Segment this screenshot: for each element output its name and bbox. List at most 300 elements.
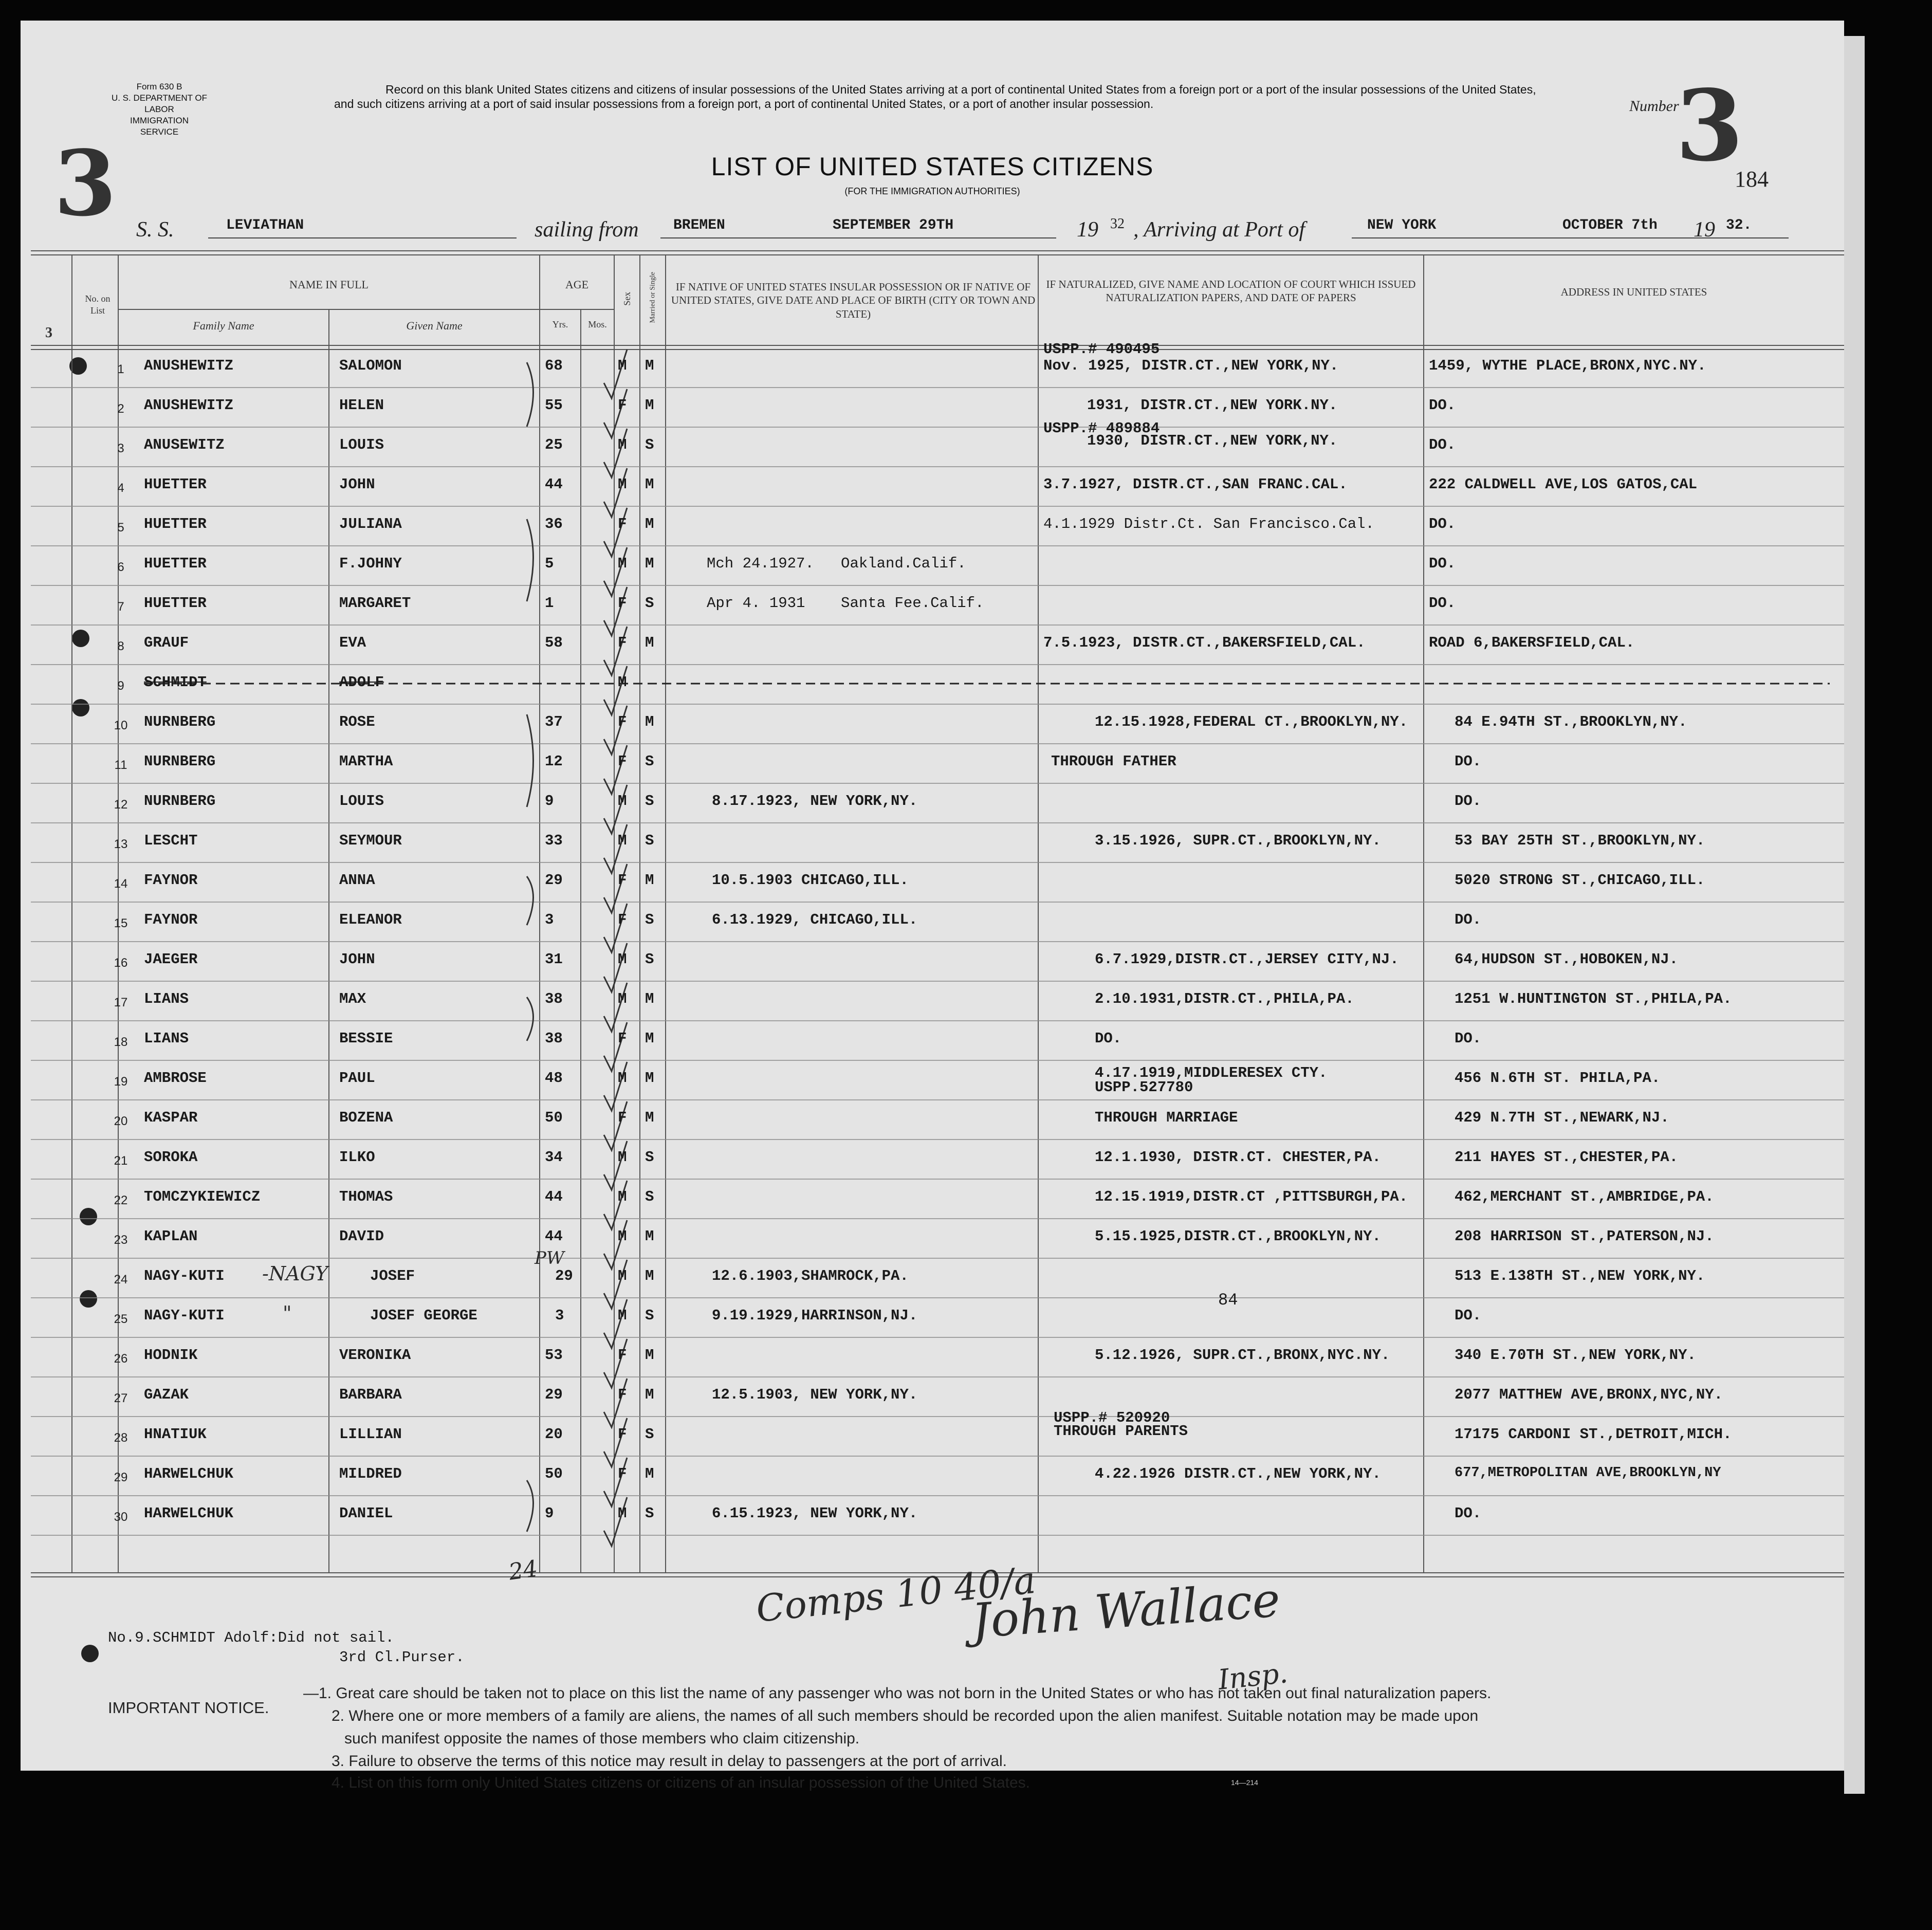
family-name: JAEGER [144, 951, 198, 968]
family-name: LESCHT [144, 832, 198, 849]
notice-item-2b: such manifest opposite the names of those members who claim citizenship. [344, 1730, 860, 1747]
row-number: 24 [114, 1273, 128, 1286]
family-name: KASPAR [144, 1109, 198, 1126]
ship-name: LEVIATHAN [226, 217, 304, 233]
sex: M [618, 1228, 627, 1245]
row-number: 10 [114, 719, 128, 732]
marital-status: S [645, 1307, 654, 1324]
sex: F [618, 1465, 627, 1482]
sex: M [618, 990, 627, 1007]
given-name: ADOLF [339, 674, 384, 691]
naturalization: 12.15.1928,FEDERAL CT.,BROOKLYN,NY. [1095, 713, 1408, 730]
year-prefix-from: 19 [1077, 218, 1098, 242]
marital-status: M [645, 1109, 654, 1126]
naturalization: 4.22.1926 DISTR.CT.,NEW YORK,NY. [1095, 1465, 1381, 1482]
family-name: NAGY-KUTI [144, 1307, 225, 1324]
given-name: MARGARET [339, 595, 411, 612]
address: 222 CALDWELL AVE,LOS GATOS,CAL [1429, 476, 1698, 493]
form-number: Form 630 B [136, 82, 182, 91]
sex: M [618, 832, 627, 849]
birth-date-place: 12.5.1903, NEW YORK,NY. [712, 1386, 918, 1403]
family-name: LIANS [144, 1030, 189, 1047]
table-row [21, 506, 1844, 546]
naturalization: DO. [1095, 1030, 1122, 1047]
address: 53 BAY 25TH ST.,BROOKLYN,NY. [1455, 832, 1705, 849]
naturalization: 7.5.1923, DISTR.CT.,BAKERSFIELD,CAL. [1043, 634, 1366, 651]
marital-status: S [645, 1505, 654, 1522]
table-row [21, 823, 1844, 862]
form-title: LIST OF UNITED STATES CITIZENS [711, 152, 1154, 181]
marital-status: M [645, 516, 654, 532]
table-row [21, 1248, 1844, 1298]
family-name: GAZAK [144, 1386, 189, 1403]
table-row [21, 902, 1844, 942]
family-name: GRAUF [144, 634, 189, 651]
address: DO. [1429, 397, 1456, 414]
sex: F [618, 911, 627, 928]
sex: M [618, 1307, 627, 1324]
header-married-single: Married or Single [649, 271, 657, 323]
table-row [21, 1456, 1844, 1496]
header-given-name: Given Name [406, 319, 463, 332]
tally-mark: 24 [507, 1555, 540, 1586]
sex: F [618, 713, 627, 730]
port-to: NEW YORK [1367, 217, 1437, 233]
sex: F [618, 753, 627, 770]
arriving-label: , Arriving at Port of [1133, 218, 1305, 242]
marital-status: S [645, 951, 654, 968]
marital-status: M [645, 1070, 654, 1087]
inspector-signature: John Wallace [970, 1572, 1282, 1649]
given-name: BOZENA [339, 1109, 393, 1126]
age-years: 38 [545, 990, 563, 1007]
address: 677,METROPOLITAN AVE,BROOKLYN,NY [1455, 1465, 1721, 1481]
family-name: HNATIUK [144, 1426, 207, 1443]
family-name: SCHMIDT [144, 674, 207, 691]
address: DO. [1455, 793, 1482, 810]
header-yrs: Yrs. [552, 319, 568, 329]
date-from: SEPTEMBER 29TH [833, 217, 954, 233]
header-address: ADDRESS IN UNITED STATES [1560, 286, 1707, 298]
number-label: Number [1629, 98, 1679, 115]
sex: F [618, 516, 627, 532]
marital-status: S [645, 1426, 654, 1443]
family-name: SOROKA [144, 1149, 198, 1166]
notice-item-1: —1. Great care should be taken not to place on this list the name of any passenger who was not born in the United States or who has not taken out final naturalization papers. [303, 1685, 1492, 1702]
notice-item-4: 4. List on this form only United States citizens or citizens of an insular possession of the United States. [332, 1774, 1031, 1791]
row-number: 29 [114, 1471, 128, 1484]
header-sex: Sex [621, 291, 632, 306]
row-number: 13 [114, 837, 128, 851]
age-years: 44 [545, 476, 563, 493]
given-name: ILKO [339, 1149, 375, 1166]
form-instructions: Record on this blank United States citizens and citizens of insular possessions of the United States arriving at a port of continental United States from a foreign port or a port of the insular possessions of the United States, and such citizens arriving at a port of said insular possessions from a foreign port, a port of continental United States, or a port of another insular possession. [334, 83, 1536, 111]
age-years: 33 [545, 832, 563, 849]
given-name: JOSEF GEORGE [370, 1307, 477, 1324]
age-years: 34 [545, 1149, 563, 1166]
row-number: 6 [117, 560, 124, 574]
sex: M [618, 951, 627, 968]
birth-date-place: 8.17.1923, NEW YORK,NY. [712, 793, 918, 810]
family-name: ANUSHEWITZ [144, 357, 234, 374]
given-name: VERONIKA [339, 1347, 411, 1364]
marital-status: M [645, 1228, 654, 1245]
marital-status: S [645, 436, 654, 453]
marital-status: S [645, 793, 654, 810]
naturalization: 6.7.1929,DISTR.CT.,JERSEY CITY,NJ. [1095, 951, 1399, 968]
row-number: 28 [114, 1431, 128, 1445]
table-row [21, 1219, 1844, 1258]
notice-item-2: 2. Where one or more members of a family are aliens, the names of all such members should be recorded upon the alien manifest. Suitable notation may be made upon [332, 1707, 1479, 1724]
sex: F [618, 1426, 627, 1443]
sex: M [618, 1070, 627, 1087]
age-years: 3 [545, 911, 554, 928]
age-years: 29 [545, 1386, 563, 1403]
sheet-edge [1844, 36, 1865, 1794]
given-name: ELEANOR [339, 911, 402, 928]
row-number: 18 [114, 1035, 128, 1049]
header-name-in-full: NAME IN FULL [289, 278, 369, 291]
table-row [21, 388, 1844, 427]
sex: F [618, 1386, 627, 1403]
family-name: FAYNOR [144, 872, 198, 889]
birth-date-place: 10.5.1903 CHICAGO,ILL. [712, 872, 909, 889]
row-number: 5 [117, 521, 124, 535]
sailing-from-label: sailing from [535, 218, 639, 242]
given-name: LILLIAN [339, 1426, 402, 1443]
row-number: 4 [117, 481, 124, 495]
age-years: 1 [545, 595, 554, 612]
marital-status: M [645, 1465, 654, 1482]
address: 211 HAYES ST.,CHESTER,PA. [1455, 1149, 1679, 1166]
passport-number: USPP.# 490495 [1043, 341, 1160, 358]
given-name: LOUIS [339, 793, 384, 810]
address: 1251 W.HUNTINGTON ST.,PHILA,PA. [1455, 990, 1732, 1007]
marital-status: M [645, 555, 654, 572]
age-years: 36 [545, 516, 563, 532]
given-name: SALOMON [339, 357, 402, 374]
address: DO. [1455, 753, 1482, 770]
age-years: 44 [545, 1228, 563, 1245]
marital-status: M [645, 634, 654, 651]
table-row [21, 783, 1844, 823]
naturalization: Nov. 1925, DISTR.CT.,NEW YORK,NY. [1043, 357, 1339, 374]
given-name: JOHN [339, 476, 375, 493]
handwritten-correction: -NAGY [262, 1262, 328, 1285]
family-name: HUETTER [144, 555, 207, 572]
marital-status: S [645, 1149, 654, 1166]
given-name: MARTHA [339, 753, 393, 770]
given-name: F.JOHNY [339, 555, 402, 572]
given-name: THOMAS [339, 1188, 393, 1205]
header-no-on-list: No. on List [85, 293, 111, 316]
pw-mark: PW [535, 1248, 564, 1269]
table-row [21, 744, 1844, 783]
row-number: 16 [114, 956, 128, 970]
sex: M [618, 436, 627, 453]
marital-status: M [645, 1386, 654, 1403]
birth-date-place: 6.13.1929, CHICAGO,ILL. [712, 911, 918, 928]
family-name: HUETTER [144, 595, 207, 612]
table-row [21, 1409, 1844, 1456]
table-row [21, 420, 1844, 467]
row-number: 25 [114, 1312, 128, 1326]
row-number: 30 [114, 1510, 128, 1524]
row-number: 1 [117, 362, 124, 376]
age-years: 29 [555, 1267, 573, 1284]
given-name: JOSEF [370, 1267, 415, 1284]
naturalization: 12.15.1919,DISTR.CT ,PITTSBURGH,PA. [1095, 1188, 1408, 1205]
age-years: 50 [545, 1109, 563, 1126]
address: 456 N.6TH ST. PHILA,PA. [1455, 1070, 1661, 1087]
row-number: 26 [114, 1352, 128, 1366]
number-value: 3 [1676, 68, 1744, 183]
family-name: AMBROSE [144, 1070, 207, 1087]
given-name: ANNA [339, 872, 375, 889]
naturalization: 12.1.1930, DISTR.CT. CHESTER,PA. [1095, 1149, 1381, 1166]
header-naturalized: IF NATURALIZED, GIVE NAME AND LOCATION OF COURT WHICH ISSUED NATURALIZATION PAPERS, AND DATE OF PAPERS [1046, 278, 1416, 304]
date-to: OCTOBER 7th [1562, 217, 1658, 233]
table-row [21, 1100, 1844, 1139]
given-name: JULIANA [339, 516, 402, 532]
birth-date-place: 6.15.1923, NEW YORK,NY. [712, 1505, 918, 1522]
table-row [21, 546, 1844, 585]
notice-item-3: 3. Failure to observe the terms of this notice may result in delay to passengers at the port of arrival. [332, 1753, 1007, 1770]
address: DO. [1429, 436, 1456, 453]
sex: F [618, 872, 627, 889]
birth-date-place: Apr 4. 1931 Santa Fee.Calif. [707, 595, 984, 612]
given-name: PAUL [339, 1070, 375, 1087]
passenger-table [21, 341, 1844, 1535]
year-to: 32. [1726, 217, 1752, 233]
address: DO. [1429, 516, 1456, 532]
marital-status: M [645, 1030, 654, 1047]
table-row [21, 1291, 1844, 1337]
row-number: 3 [117, 442, 124, 455]
sex: M [618, 674, 627, 691]
marital-status: M [645, 397, 654, 414]
row-number: 8 [117, 639, 124, 653]
naturalization: 5.15.1925,DISTR.CT.,BROOKLYN,NY. [1095, 1228, 1381, 1245]
table-row [21, 981, 1844, 1021]
age-years: 9 [545, 1505, 554, 1522]
address: DO. [1455, 1030, 1482, 1047]
department-name: U. S. DEPARTMENT OF LABOR [111, 93, 208, 114]
address: 429 N.7TH ST.,NEWARK,NJ. [1455, 1109, 1669, 1126]
given-name: MAX [339, 990, 366, 1007]
table-row [21, 942, 1844, 981]
given-name: ROSE [339, 713, 375, 730]
table-row [21, 704, 1844, 744]
table-row [21, 1139, 1844, 1179]
family-name: FAYNOR [144, 911, 198, 928]
row-number: 19 [114, 1075, 128, 1089]
notice-label: IMPORTANT NOTICE. [108, 1699, 269, 1717]
year-prefix-to: 19 [1694, 218, 1715, 242]
sex: M [618, 1505, 627, 1522]
marital-status: M [645, 357, 654, 374]
table-row [21, 665, 1844, 704]
family-name: KAPLAN [144, 1228, 198, 1245]
marital-status: M [645, 476, 654, 493]
address: DO. [1429, 555, 1456, 572]
age-years: 29 [545, 872, 563, 889]
row-number: 14 [114, 877, 128, 891]
print-code: 14—214 [1231, 1778, 1258, 1787]
header-family-name: Family Name [193, 319, 254, 332]
address: 64,HUDSON ST.,HOBOKEN,NJ. [1455, 951, 1679, 968]
family-name: HODNIK [144, 1347, 198, 1364]
naturalization: 4.17.1919,MIDDLERESEX CTY. [1095, 1064, 1328, 1081]
footnote-line-2: 3rd Cl.Purser. [339, 1649, 465, 1666]
naturalization: 3.7.1927, DISTR.CT.,SAN FRANC.CAL. [1043, 476, 1348, 493]
address: 5020 STRONG ST.,CHICAGO,ILL. [1455, 872, 1705, 889]
row-number: 15 [114, 916, 128, 930]
sex: F [618, 397, 627, 414]
address: DO. [1429, 595, 1456, 612]
address: 1459, WYTHE PLACE,BRONX,NYC.NY. [1429, 357, 1706, 374]
marital-status: M [645, 713, 654, 730]
table-row [21, 625, 1844, 665]
naturalization: THROUGH MARRIAGE [1095, 1109, 1238, 1126]
marital-status: S [645, 595, 654, 612]
table-row [21, 585, 1844, 625]
age-years: 5 [545, 555, 554, 572]
given-name: BESSIE [339, 1030, 393, 1047]
age-years: 3 [555, 1307, 564, 1324]
address: 208 HARRISON ST.,PATERSON,NJ. [1455, 1228, 1714, 1245]
family-name: ANUSEWITZ [144, 436, 225, 453]
address: 462,MERCHANT ST.,AMBRIDGE,PA. [1455, 1188, 1714, 1205]
row-number: 20 [114, 1114, 128, 1128]
age-years: 58 [545, 634, 563, 651]
table-row [21, 467, 1844, 506]
address: 84 E.94TH ST.,BROOKLYN,NY. [1455, 713, 1687, 730]
address: DO. [1455, 1307, 1482, 1324]
row-number: 9 [117, 679, 124, 693]
age-years: 9 [545, 793, 554, 810]
age-years: 25 [545, 436, 563, 453]
count-mark: 84 [1218, 1291, 1238, 1310]
row-number: 7 [117, 600, 124, 614]
naturalization: 5.12.1926, SUPR.CT.,BRONX,NYC.NY. [1095, 1347, 1390, 1364]
sex: M [618, 1149, 627, 1166]
age-years: 12 [545, 753, 563, 770]
address: DO. [1455, 1505, 1482, 1522]
family-name: HARWELCHUK [144, 1505, 234, 1522]
family-name: HARWELCHUK [144, 1465, 234, 1482]
age-years: 44 [545, 1188, 563, 1205]
given-name: MILDRED [339, 1465, 402, 1482]
row-number: 11 [114, 758, 127, 772]
passport-number: USPP.# 520920 [1054, 1409, 1170, 1426]
marital-status: M [645, 990, 654, 1007]
family-name: NURNBERG [144, 713, 216, 730]
sex: F [618, 595, 627, 612]
family-name: HUETTER [144, 476, 207, 493]
marital-status: S [645, 1188, 654, 1205]
row-number: 21 [114, 1154, 128, 1168]
address: 340 E.70TH ST.,NEW YORK,NY. [1455, 1347, 1696, 1364]
sex: M [618, 1267, 627, 1284]
given-name: HELEN [339, 397, 384, 414]
sex: M [618, 357, 627, 374]
address: 2077 MATTHEW AVE,BRONX,NYC,NY. [1455, 1386, 1723, 1403]
table-row [21, 341, 1844, 388]
naturalization: THROUGH PARENTS [1054, 1423, 1188, 1440]
family-name: NURNBERG [144, 793, 216, 810]
given-name: SEYMOUR [339, 832, 402, 849]
family-name: HUETTER [144, 516, 207, 532]
row-number: 17 [114, 996, 128, 1009]
naturalization: 1931, DISTR.CT.,NEW YORK.NY. [1087, 397, 1338, 414]
table-row [21, 1496, 1844, 1535]
marital-status: S [645, 911, 654, 928]
table-row [21, 1337, 1844, 1377]
family-name: LIANS [144, 990, 189, 1007]
passport-number: USPP.# 489884 [1043, 420, 1160, 437]
sheet-number: 184 [1735, 167, 1769, 192]
birth-date-place: Mch 24.1927. Oakland.Calif. [707, 555, 966, 572]
comps-note: Comps 10 40/a [754, 1558, 1038, 1631]
form-subtitle: (FOR THE IMMIGRATION AUTHORITIES) [844, 186, 1020, 196]
ditto-mark: " [283, 1302, 292, 1325]
marital-status: M [645, 1267, 654, 1284]
sex: F [618, 1030, 627, 1047]
age-years: 37 [545, 713, 563, 730]
row-number: 12 [114, 798, 128, 812]
naturalization: 4.1.1929 Distr.Ct. San Francisco.Cal. [1043, 516, 1374, 532]
table-row [21, 862, 1844, 902]
age-years: 48 [545, 1070, 563, 1087]
sex: F [618, 1347, 627, 1364]
birth-date-place: 9.19.1929,HARRINSON,NJ. [712, 1307, 918, 1324]
address: DO. [1455, 911, 1482, 928]
header-age: AGE [565, 278, 589, 291]
year-from: 32 [1110, 216, 1125, 232]
row-number: 2 [117, 402, 124, 416]
family-name: NAGY-KUTI [144, 1267, 225, 1284]
side-numeral: 3 [45, 325, 52, 341]
corner-numeral: 3 [54, 131, 117, 236]
passport-number: USPP.527780 [1095, 1079, 1193, 1096]
sex: M [618, 1188, 627, 1205]
given-name: EVA [339, 634, 366, 651]
age-years: 38 [545, 1030, 563, 1047]
sex: F [618, 634, 627, 651]
given-name: DAVID [339, 1228, 384, 1245]
naturalization: 3.15.1926, SUPR.CT.,BROOKLYN,NY. [1095, 832, 1381, 849]
family-name: ANUSHEWITZ [144, 397, 234, 414]
given-name: BARBARA [339, 1386, 402, 1403]
marital-status: S [645, 832, 654, 849]
age-years: 31 [545, 951, 563, 968]
table-row [21, 1060, 1844, 1100]
row-number: 22 [114, 1193, 128, 1207]
address: ROAD 6,BAKERSFIELD,CAL. [1429, 634, 1635, 651]
port-from: BREMEN [673, 217, 725, 233]
sex: M [618, 555, 627, 572]
inspector-title: Insp. [1217, 1657, 1290, 1696]
table-row [21, 1377, 1844, 1417]
marital-status: M [645, 1347, 654, 1364]
sex: M [618, 476, 627, 493]
sex: F [618, 1109, 627, 1126]
age-years: 68 [545, 357, 563, 374]
age-years: 20 [545, 1426, 563, 1443]
birth-date-place: 12.6.1903,SHAMROCK,PA. [712, 1267, 909, 1284]
address: 17175 CARDONI ST.,DETROIT,MICH. [1455, 1426, 1732, 1443]
